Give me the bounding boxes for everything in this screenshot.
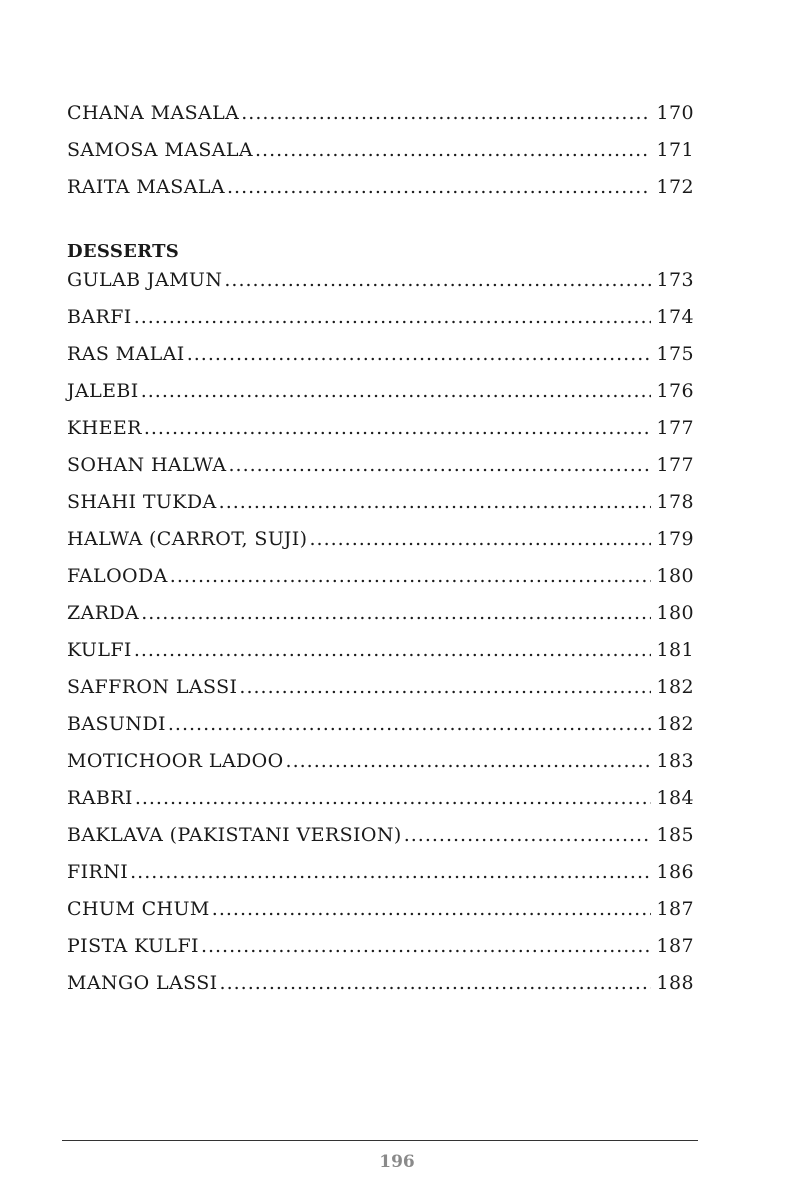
toc-entry <box>67 602 694 639</box>
entry-title: CHUM CHUM <box>67 898 210 920</box>
toc-entry <box>67 528 694 565</box>
dot-leader <box>255 139 651 161</box>
entry-title: JALEBI <box>67 380 139 402</box>
entry-page-number: 177 <box>656 454 694 476</box>
toc-entry <box>67 935 694 972</box>
entry-title: RABRI <box>67 787 133 809</box>
dot-leader <box>239 676 650 698</box>
dot-leader <box>201 935 651 957</box>
dot-leader <box>144 417 651 439</box>
entry-page-number: 182 <box>656 676 694 698</box>
toc-entry <box>67 454 694 491</box>
entry-page-number: 184 <box>656 787 694 809</box>
entry-title: SAMOSA MASALA <box>67 139 253 161</box>
dot-leader <box>168 713 651 735</box>
entry-page-number: 172 <box>656 176 694 198</box>
entry-page-number: 175 <box>656 343 694 365</box>
entry-page-number: 187 <box>656 935 694 957</box>
footer-page-number: 196 <box>379 1152 415 1172</box>
entry-title: BAKLAVA (PAKISTANI VERSION) <box>67 824 402 846</box>
toc-entry <box>67 176 694 213</box>
entry-title: ZARDA <box>67 602 140 624</box>
dot-leader <box>309 528 650 550</box>
dot-leader <box>219 491 651 513</box>
entry-page-number: 186 <box>656 861 694 883</box>
entry-page-number: 179 <box>656 528 694 550</box>
dot-leader <box>141 380 651 402</box>
footer-divider <box>62 1140 698 1141</box>
toc-entry <box>67 139 694 176</box>
dot-leader <box>229 454 651 476</box>
entry-title: BARFI <box>67 306 132 328</box>
toc-entry <box>67 824 694 861</box>
toc-section <box>67 102 694 213</box>
entry-title: PISTA KULFI <box>67 935 199 957</box>
entry-title: HALWA (CARROT, SUJI) <box>67 528 308 550</box>
entry-title: GULAB JAMUN <box>67 269 223 291</box>
entry-title: SAFFRON LASSI <box>67 676 238 698</box>
toc-section <box>67 239 694 1009</box>
entry-page-number: 170 <box>656 102 694 124</box>
entry-page-number: 178 <box>656 491 694 513</box>
dot-leader <box>134 306 651 328</box>
dot-leader <box>134 639 651 661</box>
toc-entry <box>67 343 694 380</box>
entry-title: SHAHI TUKDA <box>67 491 217 513</box>
toc-entry <box>67 565 694 602</box>
dot-leader <box>404 824 651 846</box>
toc-entry <box>67 750 694 787</box>
dot-leader <box>220 972 651 994</box>
toc-entry <box>67 491 694 528</box>
toc-entry <box>67 639 694 676</box>
toc-entry <box>67 102 694 139</box>
toc-entry <box>67 306 694 343</box>
entry-page-number: 187 <box>656 898 694 920</box>
entry-page-number: 171 <box>656 139 694 161</box>
toc-entry <box>67 972 694 1009</box>
dot-leader <box>130 861 650 883</box>
table-of-contents <box>67 102 694 1009</box>
dot-leader <box>227 176 651 198</box>
toc-entry <box>67 787 694 824</box>
entry-title: MOTICHOOR LADOO <box>67 750 284 772</box>
dot-leader <box>212 898 651 920</box>
entry-page-number: 182 <box>656 713 694 735</box>
dot-leader <box>241 102 650 124</box>
entry-title: FALOODA <box>67 565 168 587</box>
entry-title: KULFI <box>67 639 132 661</box>
entry-page-number: 180 <box>656 602 694 624</box>
toc-entry <box>67 676 694 713</box>
toc-entry <box>67 269 694 306</box>
dot-leader <box>170 565 651 587</box>
entry-title: RAS MALAI <box>67 343 185 365</box>
entry-page-number: 181 <box>656 639 694 661</box>
entry-title: MANGO LASSI <box>67 972 218 994</box>
entry-title: FIRNI <box>67 861 129 883</box>
entry-title: RAITA MASALA <box>67 176 225 198</box>
toc-entry <box>67 380 694 417</box>
entry-page-number: 177 <box>656 417 694 439</box>
toc-entry <box>67 417 694 454</box>
toc-entry <box>67 898 694 935</box>
entry-page-number: 174 <box>656 306 694 328</box>
entry-title: KHEER <box>67 417 142 439</box>
dot-leader <box>187 343 651 365</box>
entry-page-number: 183 <box>656 750 694 772</box>
section-heading: DESSERTS <box>67 241 180 262</box>
dot-leader <box>286 750 651 772</box>
entry-title: CHANA MASALA <box>67 102 240 124</box>
toc-entry <box>67 861 694 898</box>
entry-title: SOHAN HALWA <box>67 454 227 476</box>
entry-page-number: 188 <box>656 972 694 994</box>
dot-leader <box>135 787 651 809</box>
entry-page-number: 173 <box>656 269 694 291</box>
entry-page-number: 185 <box>656 824 694 846</box>
toc-entry <box>67 713 694 750</box>
entry-page-number: 180 <box>656 565 694 587</box>
dot-leader <box>224 269 650 291</box>
entry-title: BASUNDI <box>67 713 166 735</box>
dot-leader <box>141 602 650 624</box>
entry-page-number: 176 <box>656 380 694 402</box>
